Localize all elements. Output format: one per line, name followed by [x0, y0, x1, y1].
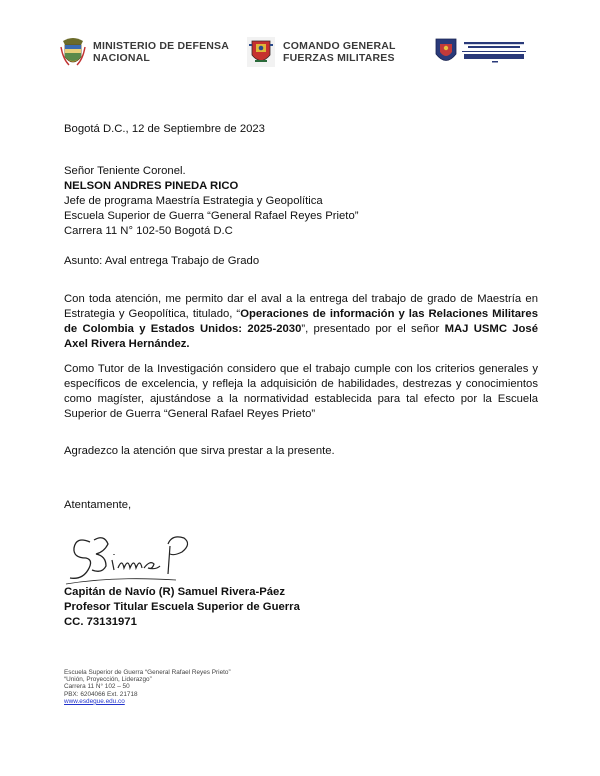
comando-general-emblem-icon — [246, 35, 276, 69]
cg-line2: FUERZAS MILITARES — [283, 52, 395, 64]
mindef-logo — [60, 34, 229, 70]
date-line: Bogotá D.C., 12 de Septiembre de 2023 — [64, 123, 265, 135]
subject-line: Asunto: Aval entrega Trabajo de Grado — [64, 255, 260, 267]
esdeg-wordmark — [462, 39, 530, 65]
signer-block — [64, 585, 538, 630]
closing: Atentamente, — [64, 499, 132, 511]
recipient-name: NELSON ANDRES PINEDA RICO — [64, 180, 239, 192]
footer-line2: “Unión, Proyección, Liderazgo” — [64, 676, 152, 684]
footer-website-link[interactable]: www.esdegue.edu.co — [64, 697, 125, 705]
esdeg-shield-icon — [434, 36, 458, 68]
cg-line1: COMANDO GENERAL — [283, 40, 396, 52]
comando-general-logo — [246, 34, 396, 70]
signer-id: CC. 73131971 — [64, 616, 137, 628]
mindef-line1: MINISTERIO DE DEFENSA — [93, 40, 230, 52]
mindef-name — [93, 40, 229, 64]
paragraph-tutor: Como Tutor de la Investigación considero que el trabajo cumple con los criterios generales y específicos de excelencia, y refleja la adquisición de habilidades, destrezas y conocimientos como magíster, ajustándose a la normatividad establecida para tal efecto por la Escuela Superior de Guerra “General Rafael Reyes Prieto” — [64, 363, 538, 420]
footer-line1: Escuela Superior de Guerra “General Rafael Reyes Prieto” — [64, 669, 231, 676]
paragraph-aval-text-2: ”, presentado por el señor — [301, 323, 445, 335]
paragraph-aval — [64, 292, 538, 352]
recipient-salutation: Señor Teniente Coronel. — [64, 165, 186, 177]
footer — [64, 669, 231, 705]
colombia-coat-of-arms-icon — [60, 35, 86, 69]
recipient-institution: Escuela Superior de Guerra “General Rafael Reyes Prieto” — [64, 210, 359, 222]
recipient-address: Carrera 11 N° 102-50 Bogotá D.C — [64, 225, 233, 237]
recipient-block — [64, 164, 538, 239]
thesis-title: Operaciones de información y las Relaciones Militares de Colombia y Estados Unidos: 2025-2030 — [64, 308, 538, 335]
comando-general-name — [283, 40, 396, 64]
footer-line3: Carrera 11 N° 102 – 50 — [64, 683, 130, 691]
letterhead — [60, 34, 540, 70]
paragraph-aval-text: Con toda atención, me permito dar el aval a la entrega del trabajo de grado de Maestría en Estrategia y Geopolítica, titulado, “ — [64, 293, 538, 320]
recipient-position: Jefe de programa Maestría Estrategia y Geopolítica — [64, 195, 323, 207]
footer-line4: PBX: 6204066 Ext. 21718 — [64, 690, 138, 698]
esdeg-logo — [434, 34, 530, 70]
handwritten-signature — [64, 524, 214, 588]
signer-title: Profesor Titular Escuela Superior de Guerra — [64, 601, 300, 613]
student-name: MAJ USMC José Axel Rivera Hernández. — [64, 323, 539, 350]
mindef-line2: NACIONAL — [93, 52, 151, 64]
closing-thanks: Agradezco la atención que sirva prestar a la presente. — [64, 445, 335, 457]
signer-name: Capitán de Navío (R) Samuel Rivera-Páez — [64, 586, 285, 598]
